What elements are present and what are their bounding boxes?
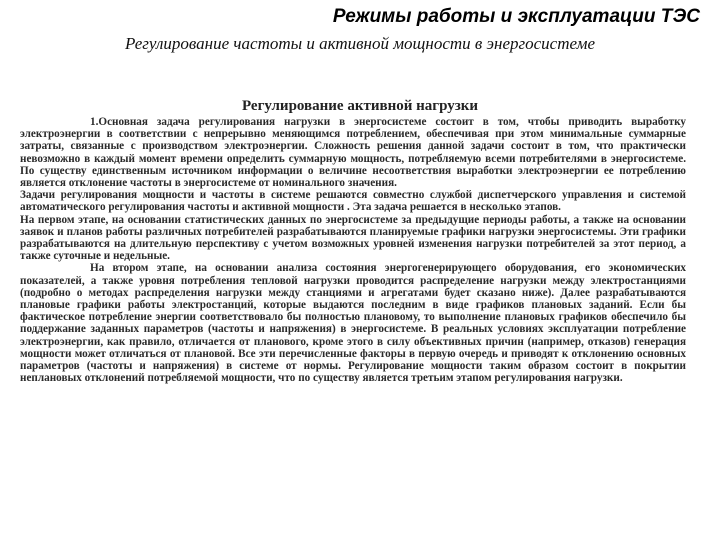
paragraph-second-stage: На втором этапе, на основании анализа состояния энергогенерирующего оборудования, его экономических показателей, а также уровня потребления тепловой нагрузки проводится распределение нагрузки между электростанциями (подробно о методах распределения нагрузки между станциями и агрегатами будет сказано ниже). Далее разрабатываются плановые графики работы электростанций, которые выдаются последним в виде графиков плановых заданий. Если бы фактическое потребление энергии соответствовало бы полностью плановому, то выполнение плановых графиков обеспечило бы поддержание заданных параметров (частоты и напряжения) в энергосистеме. В реальных условиях эксплуатации потребление электроэнергии, как правило, отличается от планового, кроме этого в силу объективных причин (например, отказов) генерация мощности может отличаться от плановой. Все эти перечисленные факторы в первую очередь и приводят к отклонению основных параметров (частоты и напряжения) в системе от нормы. Регулирование мощности таким образом состоит в покрытии неплановых отклонений потребляемой мощности, что по существу является третьим этапом регулирования нагрузки. (20, 262, 686, 385)
slide-subtitle: Регулирование частоты и активной мощности в энергосистеме (124, 34, 596, 53)
paragraph-tasks: Задачи регулирования мощности и частоты в системе решаются совместно службой диспетчерского управления и системой автоматического регулирования частоты и активной мощности . Эта задача решается в несколько этапов. (20, 189, 686, 214)
body-text (20, 116, 686, 384)
paragraph-main-task: 1.Основная задача регулирования нагрузки в энергосистеме состоит в том, чтобы приводить выработку электроэнергии в соответствии с непрерывно меняющимся потреблением, обеспечивая при этом минимальные суммарные затраты, связанные с производством электроэнергии. Сложность решения данной задачи состоит в том, что практически невозможно в каждый момент времени определить суммарную мощность, потребляемую всеми потребителями в энергосистеме. По существу единственным источником информации о величине несоответствия выработки электроэнергии ее потреблению является отклонение частоты в энергосистеме от номинального значения. (20, 116, 686, 190)
slide-header-title: Режимы работы и эксплуатации ТЭС (332, 6, 700, 27)
paragraph-first-stage: На первом этапе, на основании статистических данных по энергосистеме за предыдущие периоды работы, а также на основании заявок и планов работы различных потребителей разрабатываются планируемые графики нагрузки энергосистемы. Эти графики разрабатываются на длительную перспективу с учетом возможных уровней изменения нагрузки потребителей за этот период, а также суточные и недельные. (20, 213, 686, 263)
section-heading: Регулирование активной нагрузки (241, 98, 479, 114)
